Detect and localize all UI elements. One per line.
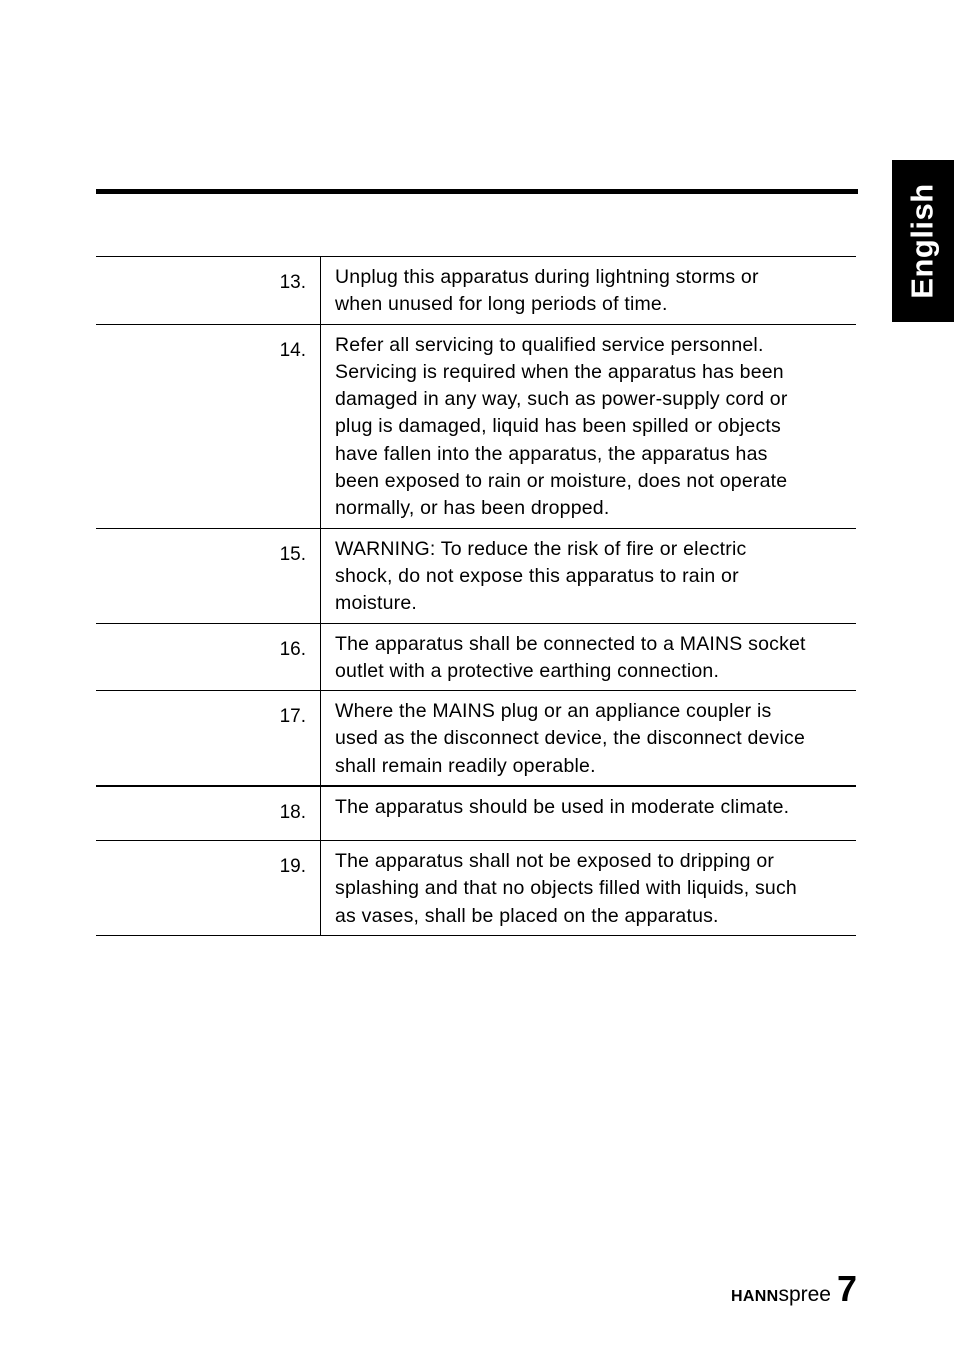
item-text-line: shall remain readily operable. <box>335 754 596 777</box>
table-row <box>96 257 856 325</box>
item-text-line: used as the disconnect device, the disconnect device <box>335 727 806 750</box>
table-row <box>96 691 856 787</box>
item-text-line: have fallen into the apparatus, the apparatus has <box>335 442 768 465</box>
item-number: 16. <box>96 624 321 691</box>
safety-instructions-table <box>96 256 856 936</box>
item-number: 14. <box>96 325 321 528</box>
brand-logo <box>731 1283 831 1307</box>
brand-logo-light: spree <box>778 1283 831 1306</box>
item-text-line: normally, or has been dropped. <box>335 497 610 520</box>
item-text <box>321 841 856 935</box>
table-row <box>96 841 856 936</box>
language-tab <box>892 160 954 322</box>
item-number: 13. <box>96 257 321 324</box>
item-text-line: Unplug this apparatus during lightning storms or <box>335 266 759 288</box>
item-text <box>321 691 856 785</box>
page-number: 7 <box>836 1268 857 1309</box>
item-text-line: Servicing is required when the apparatus has been <box>335 360 784 383</box>
item-text-line: shock, do not expose this apparatus to rain or <box>335 564 739 587</box>
item-text-line: been exposed to rain or moisture, does not operate <box>335 470 788 493</box>
item-text-line: The apparatus shall be connected to a MAINS socket <box>335 632 806 655</box>
item-text-line: damaged in any way, such as power-supply cord or <box>335 388 788 411</box>
page-footer <box>731 1268 857 1310</box>
item-text-line: The apparatus shall not be exposed to dripping or <box>335 850 775 873</box>
item-text-line: when unused for long periods of time. <box>335 293 668 316</box>
item-text-line: Refer all servicing to qualified service personnel. <box>335 333 764 356</box>
item-text-line: The apparatus should be used in moderate climate. <box>335 796 790 819</box>
header-rule <box>96 189 858 194</box>
table-row <box>96 325 856 529</box>
language-tab-label: English <box>905 183 941 299</box>
item-text-line: outlet with a protective earthing connection. <box>335 659 720 682</box>
item-text-line: splashing and that no objects filled with liquids, such <box>335 877 797 900</box>
item-text-line: moisture. <box>335 592 417 615</box>
item-text <box>321 325 856 528</box>
item-number: 17. <box>96 691 321 785</box>
item-number: 15. <box>96 529 321 623</box>
table-row <box>96 787 856 841</box>
item-text <box>321 624 856 691</box>
item-number: 19. <box>96 841 321 935</box>
item-text <box>321 787 856 840</box>
brand-logo-bold: HANN <box>731 1288 779 1305</box>
item-text-line: plug is damaged, liquid has been spilled or objects <box>335 415 781 438</box>
item-text-line: Where the MAINS plug or an appliance coupler is <box>335 700 772 723</box>
item-text-line: as vases, shall be placed on the apparatus. <box>335 904 719 927</box>
item-text-line: WARNING: To reduce the risk of fire or electric <box>335 537 747 560</box>
item-text <box>321 257 856 324</box>
table-row <box>96 529 856 624</box>
item-number: 18. <box>96 787 321 840</box>
item-text <box>321 529 856 623</box>
table-row <box>96 624 856 692</box>
